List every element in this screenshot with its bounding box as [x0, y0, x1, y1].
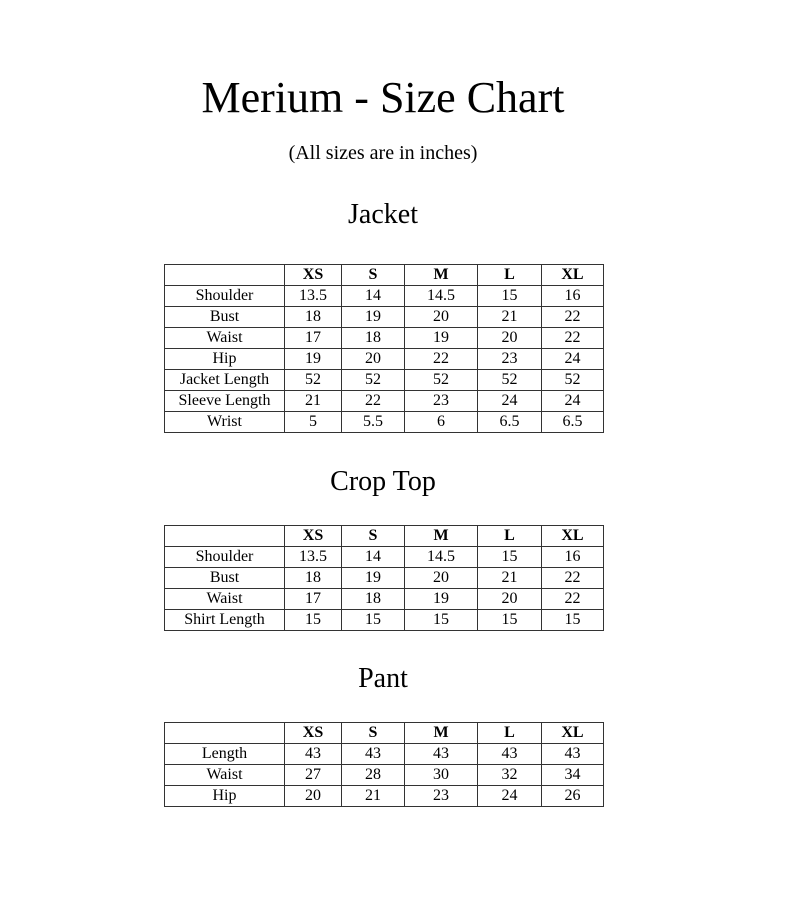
- size-header-xl: XL: [542, 526, 604, 547]
- measurement-cell: 14: [342, 286, 405, 307]
- table-row: [165, 765, 604, 786]
- table-row: [165, 786, 604, 807]
- size-header-m: M: [405, 265, 478, 286]
- measurement-cell: 22: [542, 328, 604, 349]
- measurement-cell: 22: [342, 391, 405, 412]
- measurement-cell: 52: [542, 370, 604, 391]
- measurement-cell: 43: [342, 744, 405, 765]
- measurement-cell: 22: [542, 568, 604, 589]
- measurement-cell: 22: [542, 589, 604, 610]
- measurement-cell: 18: [342, 328, 405, 349]
- table-row: [165, 744, 604, 765]
- measurement-cell: 19: [405, 328, 478, 349]
- measurement-cell: 20: [342, 349, 405, 370]
- table-header-row: [165, 265, 604, 286]
- measurement-cell: 52: [285, 370, 342, 391]
- measurement-cell: 14.5: [405, 547, 478, 568]
- measurement-cell: 21: [478, 568, 542, 589]
- measurement-cell: 17: [285, 328, 342, 349]
- jacket-section-title: Jacket: [348, 199, 418, 230]
- measurement-cell: 6.5: [478, 412, 542, 433]
- measurement-cell: 43: [478, 744, 542, 765]
- measurement-cell: 15: [478, 547, 542, 568]
- page-title: Merium - Size Chart: [201, 73, 565, 122]
- size-header-xl: XL: [542, 265, 604, 286]
- measurement-cell: 20: [478, 589, 542, 610]
- size-header-s: S: [342, 723, 405, 744]
- measurement-cell: 19: [285, 349, 342, 370]
- table-row: [165, 286, 604, 307]
- measurement-cell: 43: [405, 744, 478, 765]
- page-subtitle: (All sizes are in inches): [288, 142, 478, 164]
- jacket-size-table: [164, 264, 604, 433]
- table-row: [165, 610, 604, 631]
- size-header-l: L: [478, 723, 542, 744]
- measurement-cell: 27: [285, 765, 342, 786]
- measurement-cell: 23: [478, 349, 542, 370]
- table-corner-cell: [165, 723, 285, 744]
- table-row: [165, 547, 604, 568]
- measurement-cell: 28: [342, 765, 405, 786]
- table-header-row: [165, 723, 604, 744]
- row-label: Bust: [165, 307, 285, 328]
- measurement-cell: 52: [478, 370, 542, 391]
- measurement-cell: 15: [285, 610, 342, 631]
- size-header-m: M: [405, 526, 478, 547]
- measurement-cell: 43: [285, 744, 342, 765]
- size-header-xl: XL: [542, 723, 604, 744]
- measurement-cell: 13.5: [285, 547, 342, 568]
- measurement-cell: 18: [285, 307, 342, 328]
- measurement-cell: 21: [285, 391, 342, 412]
- row-label: Shoulder: [165, 286, 285, 307]
- size-header-l: L: [478, 526, 542, 547]
- size-header-s: S: [342, 265, 405, 286]
- row-label: Wrist: [165, 412, 285, 433]
- table-row: [165, 412, 604, 433]
- size-header-s: S: [342, 526, 405, 547]
- size-header-xs: XS: [285, 265, 342, 286]
- measurement-cell: 52: [342, 370, 405, 391]
- row-label: Hip: [165, 786, 285, 807]
- row-label: Length: [165, 744, 285, 765]
- measurement-cell: 24: [542, 391, 604, 412]
- measurement-cell: 23: [405, 786, 478, 807]
- row-label: Jacket Length: [165, 370, 285, 391]
- table-corner-cell: [165, 526, 285, 547]
- measurement-cell: 18: [342, 589, 405, 610]
- measurement-cell: 20: [405, 307, 478, 328]
- measurement-cell: 20: [478, 328, 542, 349]
- row-label: Waist: [165, 328, 285, 349]
- measurement-cell: 22: [542, 307, 604, 328]
- table-row: [165, 349, 604, 370]
- measurement-cell: 16: [542, 547, 604, 568]
- row-label: Hip: [165, 349, 285, 370]
- measurement-cell: 6: [405, 412, 478, 433]
- table-row: [165, 328, 604, 349]
- measurement-cell: 23: [405, 391, 478, 412]
- croptop-size-table: [164, 525, 604, 631]
- measurement-cell: 17: [285, 589, 342, 610]
- table-row: [165, 370, 604, 391]
- table-row: [165, 568, 604, 589]
- table-row: [165, 307, 604, 328]
- measurement-cell: 24: [542, 349, 604, 370]
- measurement-cell: 22: [405, 349, 478, 370]
- row-label: Waist: [165, 589, 285, 610]
- measurement-cell: 24: [478, 391, 542, 412]
- measurement-cell: 19: [342, 568, 405, 589]
- measurement-cell: 18: [285, 568, 342, 589]
- row-label: Shirt Length: [165, 610, 285, 631]
- size-header-xs: XS: [285, 723, 342, 744]
- measurement-cell: 13.5: [285, 286, 342, 307]
- measurement-cell: 20: [285, 786, 342, 807]
- measurement-cell: 30: [405, 765, 478, 786]
- table-corner-cell: [165, 265, 285, 286]
- row-label: Sleeve Length: [165, 391, 285, 412]
- measurement-cell: 24: [478, 786, 542, 807]
- measurement-cell: 43: [542, 744, 604, 765]
- measurement-cell: 20: [405, 568, 478, 589]
- measurement-cell: 6.5: [542, 412, 604, 433]
- row-label: Bust: [165, 568, 285, 589]
- measurement-cell: 26: [542, 786, 604, 807]
- measurement-cell: 21: [478, 307, 542, 328]
- measurement-cell: 15: [542, 610, 604, 631]
- measurement-cell: 5: [285, 412, 342, 433]
- measurement-cell: 52: [405, 370, 478, 391]
- size-header-m: M: [405, 723, 478, 744]
- size-header-xs: XS: [285, 526, 342, 547]
- measurement-cell: 32: [478, 765, 542, 786]
- measurement-cell: 14.5: [405, 286, 478, 307]
- row-label: Shoulder: [165, 547, 285, 568]
- row-label: Waist: [165, 765, 285, 786]
- measurement-cell: 19: [342, 307, 405, 328]
- table-header-row: [165, 526, 604, 547]
- measurement-cell: 15: [478, 610, 542, 631]
- pant-section-title: Pant: [358, 663, 408, 694]
- pant-size-table: [164, 722, 604, 807]
- measurement-cell: 15: [342, 610, 405, 631]
- table-row: [165, 589, 604, 610]
- measurement-cell: 15: [405, 610, 478, 631]
- measurement-cell: 34: [542, 765, 604, 786]
- measurement-cell: 14: [342, 547, 405, 568]
- measurement-cell: 5.5: [342, 412, 405, 433]
- croptop-section-title: Crop Top: [330, 466, 436, 497]
- measurement-cell: 21: [342, 786, 405, 807]
- measurement-cell: 15: [478, 286, 542, 307]
- table-row: [165, 391, 604, 412]
- size-header-l: L: [478, 265, 542, 286]
- measurement-cell: 19: [405, 589, 478, 610]
- measurement-cell: 16: [542, 286, 604, 307]
